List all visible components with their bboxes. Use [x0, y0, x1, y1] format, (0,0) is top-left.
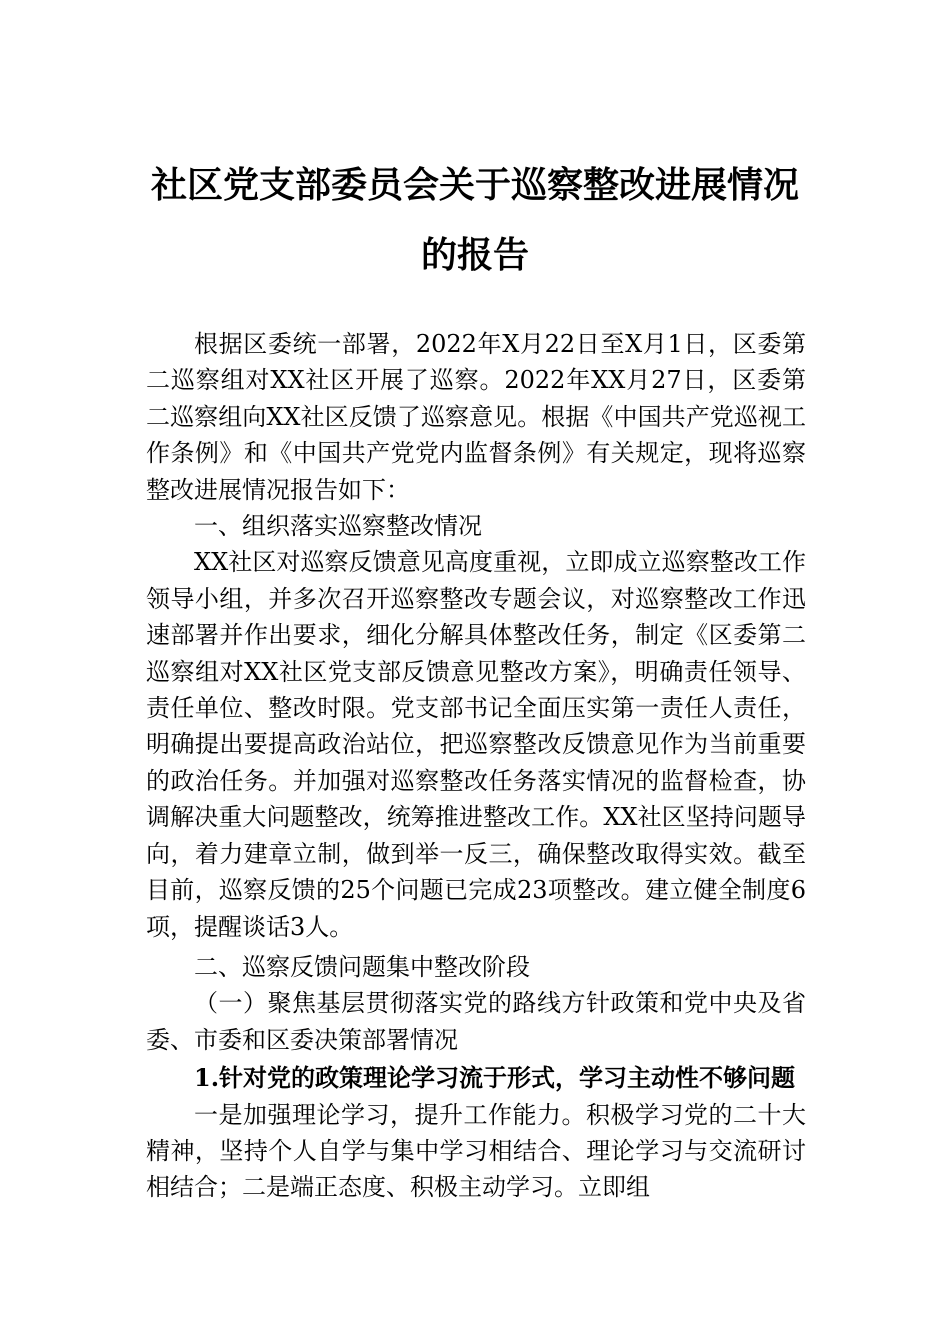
- item-1-paragraph: 一是加强理论学习，提升工作能力。积极学习党的二十大精神，坚持个人自学与集中学习相结合、理论学习与交流研讨相结合；二是端正态度、积极主动学习。立即组: [146, 1100, 806, 1202]
- section-heading-1: 一、组织落实巡察整改情况: [194, 512, 482, 541]
- subsection-heading: （一）聚焦基层贯彻落实党的路线方针政策和党中央及省委、市委和区委决策部署情况: [146, 989, 806, 1054]
- document-title-line-2: 的报告: [420, 234, 529, 276]
- section-heading-2: 二、巡察反馈问题集中整改阶段: [194, 952, 530, 981]
- document-title-line-1: 社区党支部委员会关于巡察整改进展情况: [150, 164, 799, 206]
- intro-paragraph: 根据区委统一部署，2022年X月22日至X月1日，区委第二巡察组对XX社区开展了巡察。2022年XX月27日，区委第二巡察组向XX社区反馈了巡察意见。根据《中国共产党巡视工作条例》和《中国共产党党内监督条例》有关规定，现将巡察整改进展情况报告如下：: [146, 330, 806, 504]
- document-body: [146, 326, 806, 1206]
- item-1-title: 1.针对党的政策理论学习流于形式，学习主动性不够问题: [194, 1063, 796, 1093]
- section-1-paragraph: XX社区对巡察反馈意见高度重视，立即成立巡察整改工作领导小组，并多次召开巡察整改专题会议，对巡察整改工作迅速部署并作出要求，细化分解具体整改任务，制定《区委第二巡察组对XX社区党支部反馈意见整改方案》，明确责任领导、责任单位、整改时限。党支部书记全面压实第一责任人责任，明确提出要提高政治站位，把巡察整改反馈意见作为当前重要的政治任务。并加强对巡察整改任务落实情况的监督检查，协调解决重大问题整改，统筹推进整改工作。XX社区坚持问题导向，着力建章立制，做到举一反三，确保整改取得实效。截至目前，巡察反馈的25个问题已完成23项整改。建立健全制度6项，提醒谈话3人。: [146, 548, 806, 941]
